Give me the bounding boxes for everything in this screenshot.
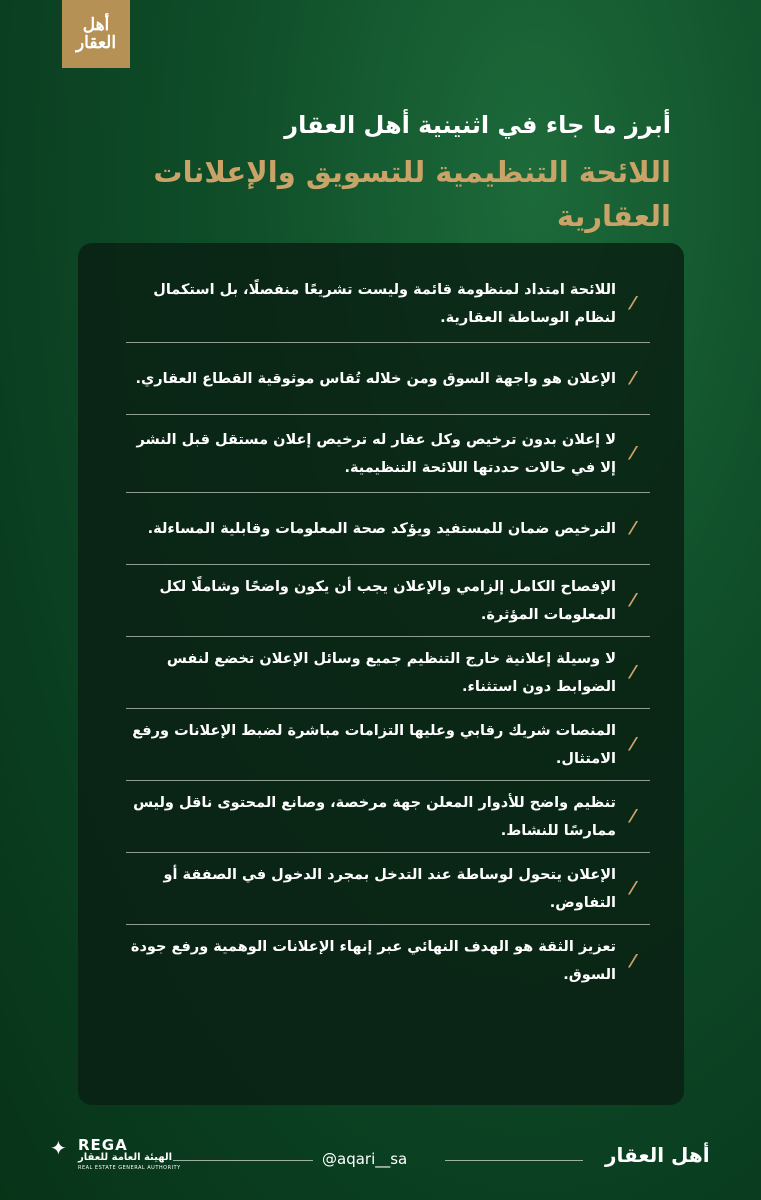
list-item-text: تعزيز الثقة هو الهدف النهائي عبر إنهاء الإعلانات الوهمية ورفع جودة السوق. — [130, 939, 616, 983]
list-item-text: المنصات شريك رقابي وعليها التزامات مباشرة لضبط الإعلانات ورفع الامتثال. — [132, 722, 616, 767]
list-item — [126, 781, 650, 853]
footer-brand-logo: أهل العقار — [605, 1143, 710, 1167]
page-subtitle: أبرز ما جاء في اثنينية أهل العقار — [284, 111, 671, 139]
list-item — [126, 565, 650, 637]
brand-logo — [62, 0, 130, 68]
logo-line-1: أهل — [82, 15, 110, 35]
rega-emblem-icon: ✦ — [50, 1136, 67, 1160]
footer-divider-right — [445, 1160, 583, 1161]
rega-logo-en: REGA — [78, 1136, 128, 1154]
chevron-icon: ⁄ — [631, 518, 635, 539]
chevron-icon: ⁄ — [631, 443, 635, 464]
list-item — [126, 265, 650, 343]
list-item — [126, 853, 650, 925]
chevron-icon: ⁄ — [631, 293, 635, 314]
list-item — [126, 493, 650, 565]
list-item-text: تنظيم واضح للأدوار المعلن جهة مرخصة، وصانع المحتوى ناقل وليس ممارسًا للنشاط. — [133, 794, 616, 839]
list-item-text: الإفصاح الكامل إلزامي والإعلان يجب أن يكون واضحًا وشاملًا لكل المعلومات المؤثرة. — [159, 578, 616, 623]
rega-logo-ar: الهيئة العامة للعقار — [78, 1152, 173, 1163]
chevron-icon: ⁄ — [631, 734, 635, 755]
list-item-text: لا إعلان بدون ترخيص وكل عقار له ترخيص إعلان مستقل قبل النشر إلا في حالات حددتها اللائحة التنظيمية. — [136, 431, 616, 476]
chevron-icon: ⁄ — [631, 806, 635, 827]
list-item-text: اللائحة امتداد لمنظومة قائمة وليست تشريعًا منفصلًا، بل استكمال لنظام الوساطة العقارية. — [153, 281, 616, 326]
list-item — [126, 637, 650, 709]
list-item — [126, 925, 650, 997]
list-item — [126, 709, 650, 781]
chevron-icon: ⁄ — [631, 590, 635, 611]
page-title: اللائحة التنظيمية للتسويق والإعلانات العقارية — [153, 155, 671, 233]
list-item — [126, 343, 650, 415]
list-item — [126, 415, 650, 493]
list-item-text: الإعلان يتحول لوساطة عند التدخل بمجرد الدخول في الصفقة أو التفاوض. — [163, 866, 616, 911]
chevron-icon: ⁄ — [631, 368, 635, 389]
list-item-text: الترخيص ضمان للمستفيد ويؤكد صحة المعلومات وقابلية المساءلة. — [147, 520, 616, 537]
footer — [0, 1130, 761, 1180]
list-item-text: لا وسيلة إعلانية خارج التنظيم جميع وسائل الإعلان تخضع لنفس الضوابط دون استثناء. — [166, 650, 616, 695]
chevron-icon: ⁄ — [631, 878, 635, 899]
chevron-icon: ⁄ — [631, 950, 635, 972]
rega-logo-sub: REAL ESTATE GENERAL AUTHORITY — [78, 1165, 181, 1171]
points-card — [78, 243, 684, 1105]
footer-divider-left — [173, 1160, 313, 1161]
chevron-icon: ⁄ — [631, 662, 635, 683]
social-handle[interactable]: @aqari__sa — [322, 1150, 408, 1168]
list-item-text: الإعلان هو واجهة السوق ومن خلاله تُقاس موثوقية القطاع العقاري. — [135, 370, 616, 387]
logo-line-2: العقار — [75, 33, 117, 53]
header — [71, 108, 671, 238]
